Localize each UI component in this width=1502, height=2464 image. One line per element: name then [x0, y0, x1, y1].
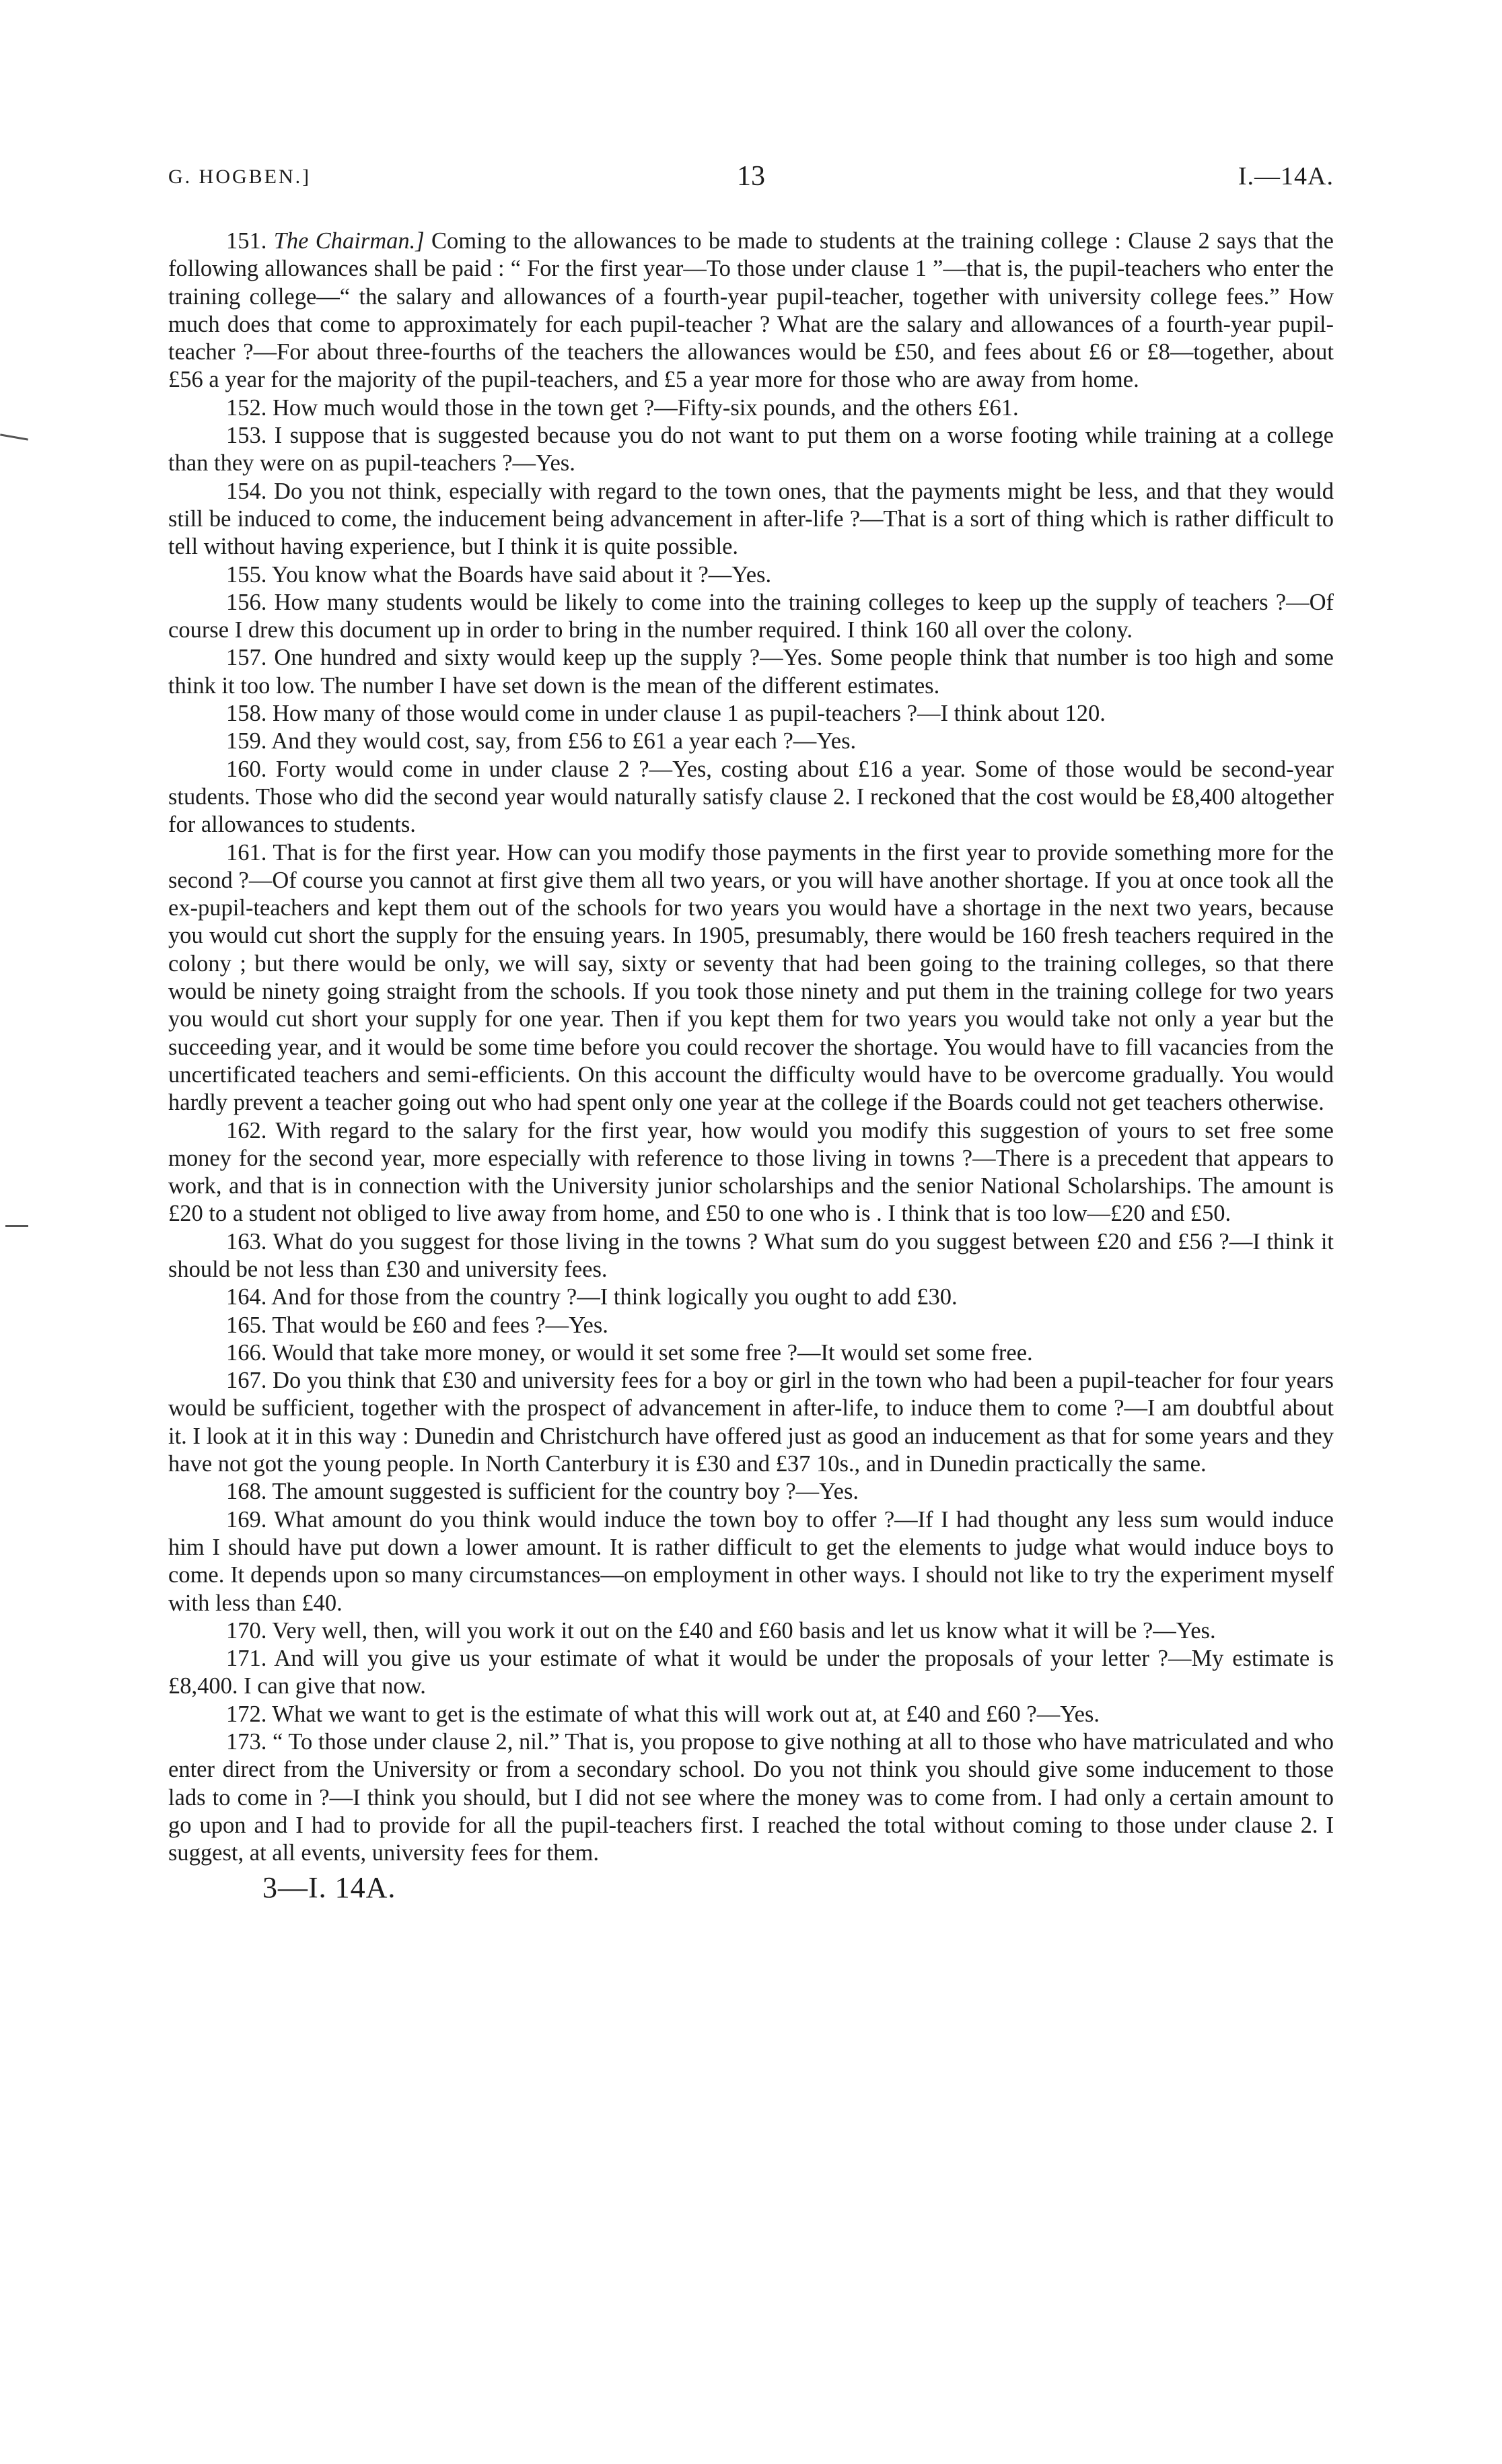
question-168: 168. The amount suggested is sufficient for the country boy ?—Yes. [226, 1479, 859, 1505]
question-161: 161. That is for the first year. How can you modify those payments in the first year to provide something more for the second ?—Of course you cannot at first give them all two years, or you will have another shortage. If you at once took all the ex-pupil-teachers and kept them out of the schools for two years you would have a shortage in the next two years, because you would cut short the supply for the ensuing years. In 1905, presumably, there would be 160 fresh teachers required in the colony ; but there would be only, we will say, sixty or seventy that had been going to the training colleges, so that there would be ninety going straight from the schools. If you took those ninety and put them in the training college for two years you would cut short your supply for one year. Then if you kept them for two years you would take not only a year but the succeeding year, and it would be some time before you could recover the shortage. You would have to fill vacancies from the uncertificated teachers and semi-efficients. On this account the difficulty would have to be overcome gradually. You would hardly prevent a teacher going out who had spent only one year at the college if the Boards could not get teachers otherwise. [168, 839, 1334, 1116]
header-author: G. HOGBEN.] [168, 166, 312, 188]
question-172: 172. What we want to get is the estimate of what this will work out at, at £40 and £60 ?—Yes. [226, 1701, 1100, 1727]
question-165: 165. That would be £60 and fees ?—Yes. [226, 1312, 608, 1338]
question-169: 169. What amount do you think would induce the town boy to offer ?—If I had thought any less sum would induce him I should have put down a lower amount. It is rather difficult to get the elements to judge what would induce boys to come. It depends upon so many circumstances—on employment in other ways. I should not like to try the experiment myself with less than £40. [168, 1506, 1334, 1616]
margin-mark-top [0, 433, 28, 440]
question-170: 170. Very well, then, will you work it out on the £40 and £60 basis and let us know what it will be ?—Yes. [226, 1617, 1216, 1644]
question-153: 153. I suppose that is suggested because you do not want to put them on a worse footing while training at a college than they were on as pupil-teachers ?—Yes. [168, 423, 1334, 477]
question-151: 151. The Chairman.] Coming to the allowances to be made to students at the training college : Clause 2 says that the following allowances shall be paid : “ For the first year—To those under clause 1 ”—that is, the pupil-teachers who enter the training college—“ the salary and allowances of a fourth-year pupil-teacher, together with university college fees.” How much does that come to approximately for each pupil-teacher ? What are the salary and allowances of a fourth-year pupil-teacher ?—For about three-fourths of the teachers the allowances would be £50, and fees about £6 or £8—together, about £56 a year for the majority of the pupil-teachers, and £5 a year more for those who are away from home. [168, 228, 1334, 393]
running-head [168, 160, 1334, 207]
page-number: 13 [737, 161, 765, 192]
page [168, 160, 1334, 1905]
question-167: 167. Do you think that £30 and university fees for a boy or girl in the town who had been a pupil-teacher for four years would be sufficient, together with the prospect of advancement in after-life, to induce them to come ?—I am doubtful about it. I look at it in this way : Dunedin and Christchurch have offered just as good an inducement as that for some years and they have not got the young people. In North Canterbury it is £30 and £37 10s., and in Dunedin practically the same. [168, 1368, 1334, 1477]
question-163: 163. What do you suggest for those living in the towns ? What sum do you suggest between £20 and £56 ?—I think it should be not less than £30 and university fees. [168, 1228, 1334, 1282]
speaker-label: The Chairman.] [273, 228, 425, 254]
question-157: 157. One hundred and sixty would keep up the supply ?—Yes. Some people think that number is too high and some think it too low. The number I have set down is the mean of the different estimates. [168, 645, 1334, 699]
question-164: 164. And for those from the country ?—I think logically you ought to add £30. [226, 1284, 958, 1310]
question-166: 166. Would that take more money, or would it set some free ?—It would set some free. [226, 1339, 1033, 1366]
question-156: 156. How many students would be likely to come into the training colleges to keep up the supply of teachers ?—Of course I drew this document up in order to bring in the number required. I think 160 all over the colony. [168, 589, 1334, 643]
testimony-body [168, 227, 1334, 1868]
question-173: 173. “ To those under clause 2, nil.” That is, you propose to give nothing at all to those who have matriculated and who enter direct from the University or from a secondary school. Do you not think you should give some inducement to those lads to come in ?—I think you should, but I did not see where the money was to come from. I had only a certain amount to go upon and I had to provide for all the pupil-teachers first. I reached the total without coming to those under clause 2. I suggest, at all events, university fees for them. [168, 1729, 1334, 1866]
question-155: 155. You know what the Boards have said about it ?—Yes. [226, 561, 772, 588]
question-159: 159. And they would cost, say, from £56 to £61 a year each ?—Yes. [226, 728, 857, 754]
question-160: 160. Forty would come in under clause 2 ?—Yes, costing about £16 a year. Some of those would be second-year students. Those who did the second year would naturally satisfy clause 2. I reckoned that the cost would be £8,400 altogether for allowances to students. [168, 756, 1334, 838]
question-154: 154. Do you not think, especially with regard to the town ones, that the payments might be less, and that they would still be induced to come, the inducement being advancement in after-life ?—That is a sort of thing which is rather difficult to tell without having experience, but I think it is quite possible. [168, 478, 1334, 560]
question-162: 162. With regard to the salary for the first year, how would you modify this suggestion of yours to set free some money for the second year, more especially with reference to those living in towns ?—There is a precedent that appears to work, and that is in connection with the University junior scholarships and the senior National Scholarships. The amount is £20 to a student not obliged to live away from home, and £50 to one who is . I think that is too low—£20 and £50. [168, 1117, 1334, 1227]
document-reference: I.—14A. [1238, 162, 1334, 190]
signature-mark: 3—I. 14A. [262, 1870, 396, 1904]
question-171: 171. And will you give us your estimate of what it would be under the proposals of your letter ?—My estimate is £8,400. I can give that now. [168, 1646, 1334, 1699]
question-158: 158. How many of those would come in under clause 1 as pupil-teachers ?—I think about 120. [226, 701, 1106, 727]
question-152: 152. How much would those in the town get ?—Fifty-six pounds, and the others £61. [226, 394, 1019, 421]
margin-mark-middle [5, 1225, 28, 1227]
